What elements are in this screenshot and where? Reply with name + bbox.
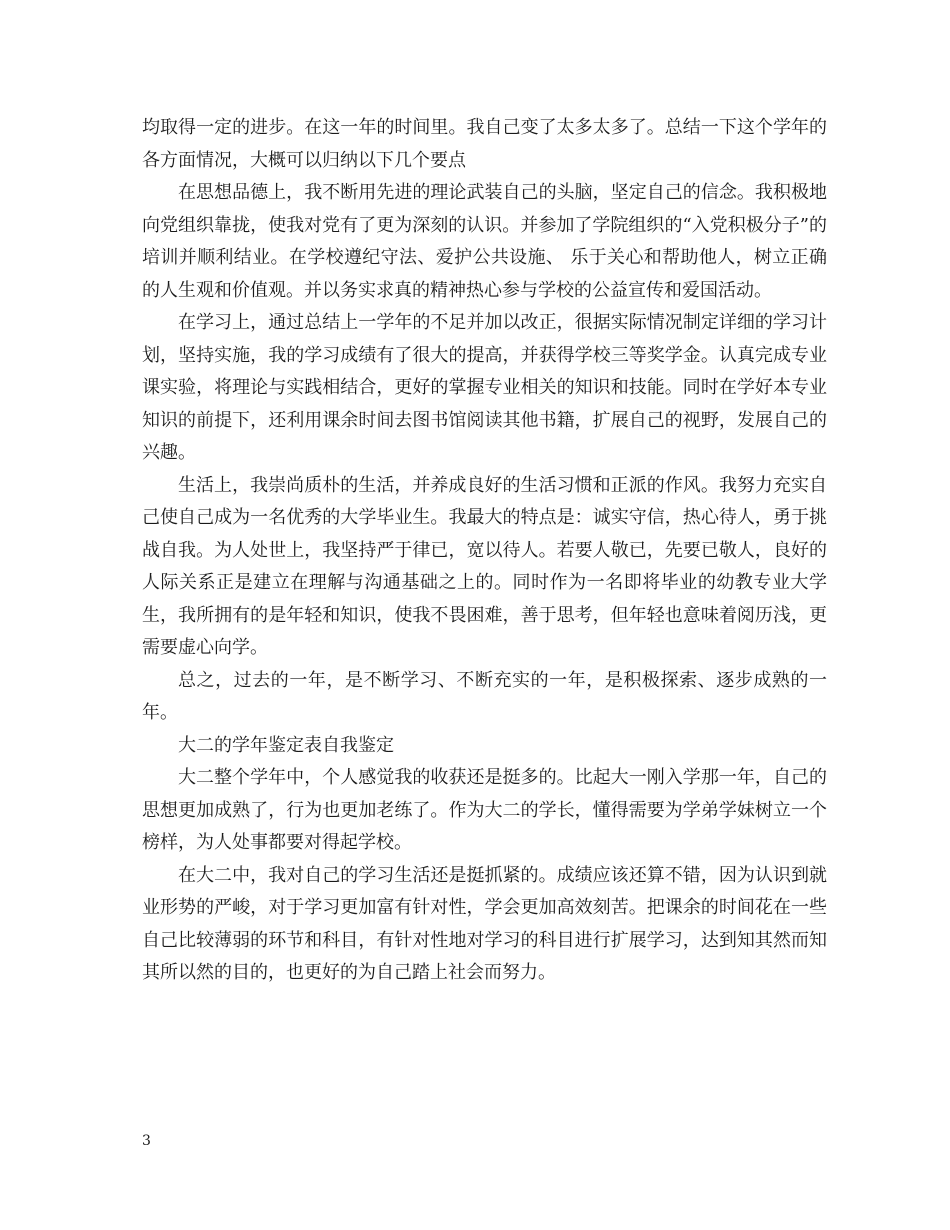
paragraph-sophomore-study: 在大二中，我对自己的学习生活还是挺抓紧的。成绩应该还算不错，因为认识到就业形势的严峻，对于学习更加富有针对性，学会更加高效刻苦。把课余的时间花在一些自己比较薄弱的环节和科目，有针对性地对学习的科目进行扩展学习，达到知其然而知其所以然的目的，也更好的为自己踏上社会而努力。 bbox=[142, 864, 827, 983]
paragraph-summary: 总之，过去的一年，是不断学习、不断充实的一年，是积极探索、逐步成熟的一年。 bbox=[142, 669, 827, 723]
paragraph-study: 在学习上，通过总结上一学年的不足并加以改正，很据实际情况制定详细的学习计划，坚持实施，我的学习成绩有了很大的提高，并获得学校三等奖学金。认真完成专业课实验，将理论与实践相结合，更好的掌握专业相关的知识和技能。同时在学好本专业知识的前提下，还利用课余时间去图书馆阅读其他书籍，扩展自己的视野，发展自己的兴趣。 bbox=[142, 312, 827, 463]
paragraph-sophomore-intro: 大二整个学年中，个人感觉我的收获还是挺多的。比起大一刚入学那一年，自己的思想更加成熟了，行为也更加老练了。作为大二的学长，懂得需要为学弟学妹树立一个榜样，为人处事都要对得起学校。 bbox=[142, 767, 827, 853]
paragraph-continuation: 均取得一定的进步。在这一年的时间里。我自己变了太多太多了。总结一下这个学年的各方面情况，大概可以归纳以下几个要点 bbox=[142, 117, 827, 171]
paragraph-life: 生活上，我崇尚质朴的生活，并养成良好的生活习惯和正派的作风。我努力充实自己使自己成为一名优秀的大学毕业生。我最大的特点是：诚实守信，热心待人，勇于挑战自我。为人处世上，我坚持严于律已，宽以待人。若要人敬已，先要已敬人，良好的人际关系正是建立在理解与沟通基础之上的。同时作为一名即将毕业的幼教专业大学生，我所拥有的是年轻和知识，使我不畏困难，善于思考，但年轻也意味着阅历浅，更需要虚心向学。 bbox=[142, 474, 827, 658]
body-text bbox=[142, 112, 827, 990]
section-heading: 大二的学年鉴定表自我鉴定 bbox=[178, 734, 394, 756]
paragraph-moral-character: 在思想品德上，我不断用先进的理论武装自己的头脑，坚定自己的信念。我积极地向党组织靠拢，使我对党有了更为深刻的认识。并参加了学院组织的“入党积极分子”的培训并顺利结业。在学校遵纪守法、爱护公共设施、 乐于关心和帮助他人，树立正确的人生观和价值观。并以务实求真的精神热心参与学校的公益宣传和爱国活动。 bbox=[142, 182, 827, 301]
page-number: 3 bbox=[142, 1133, 151, 1149]
